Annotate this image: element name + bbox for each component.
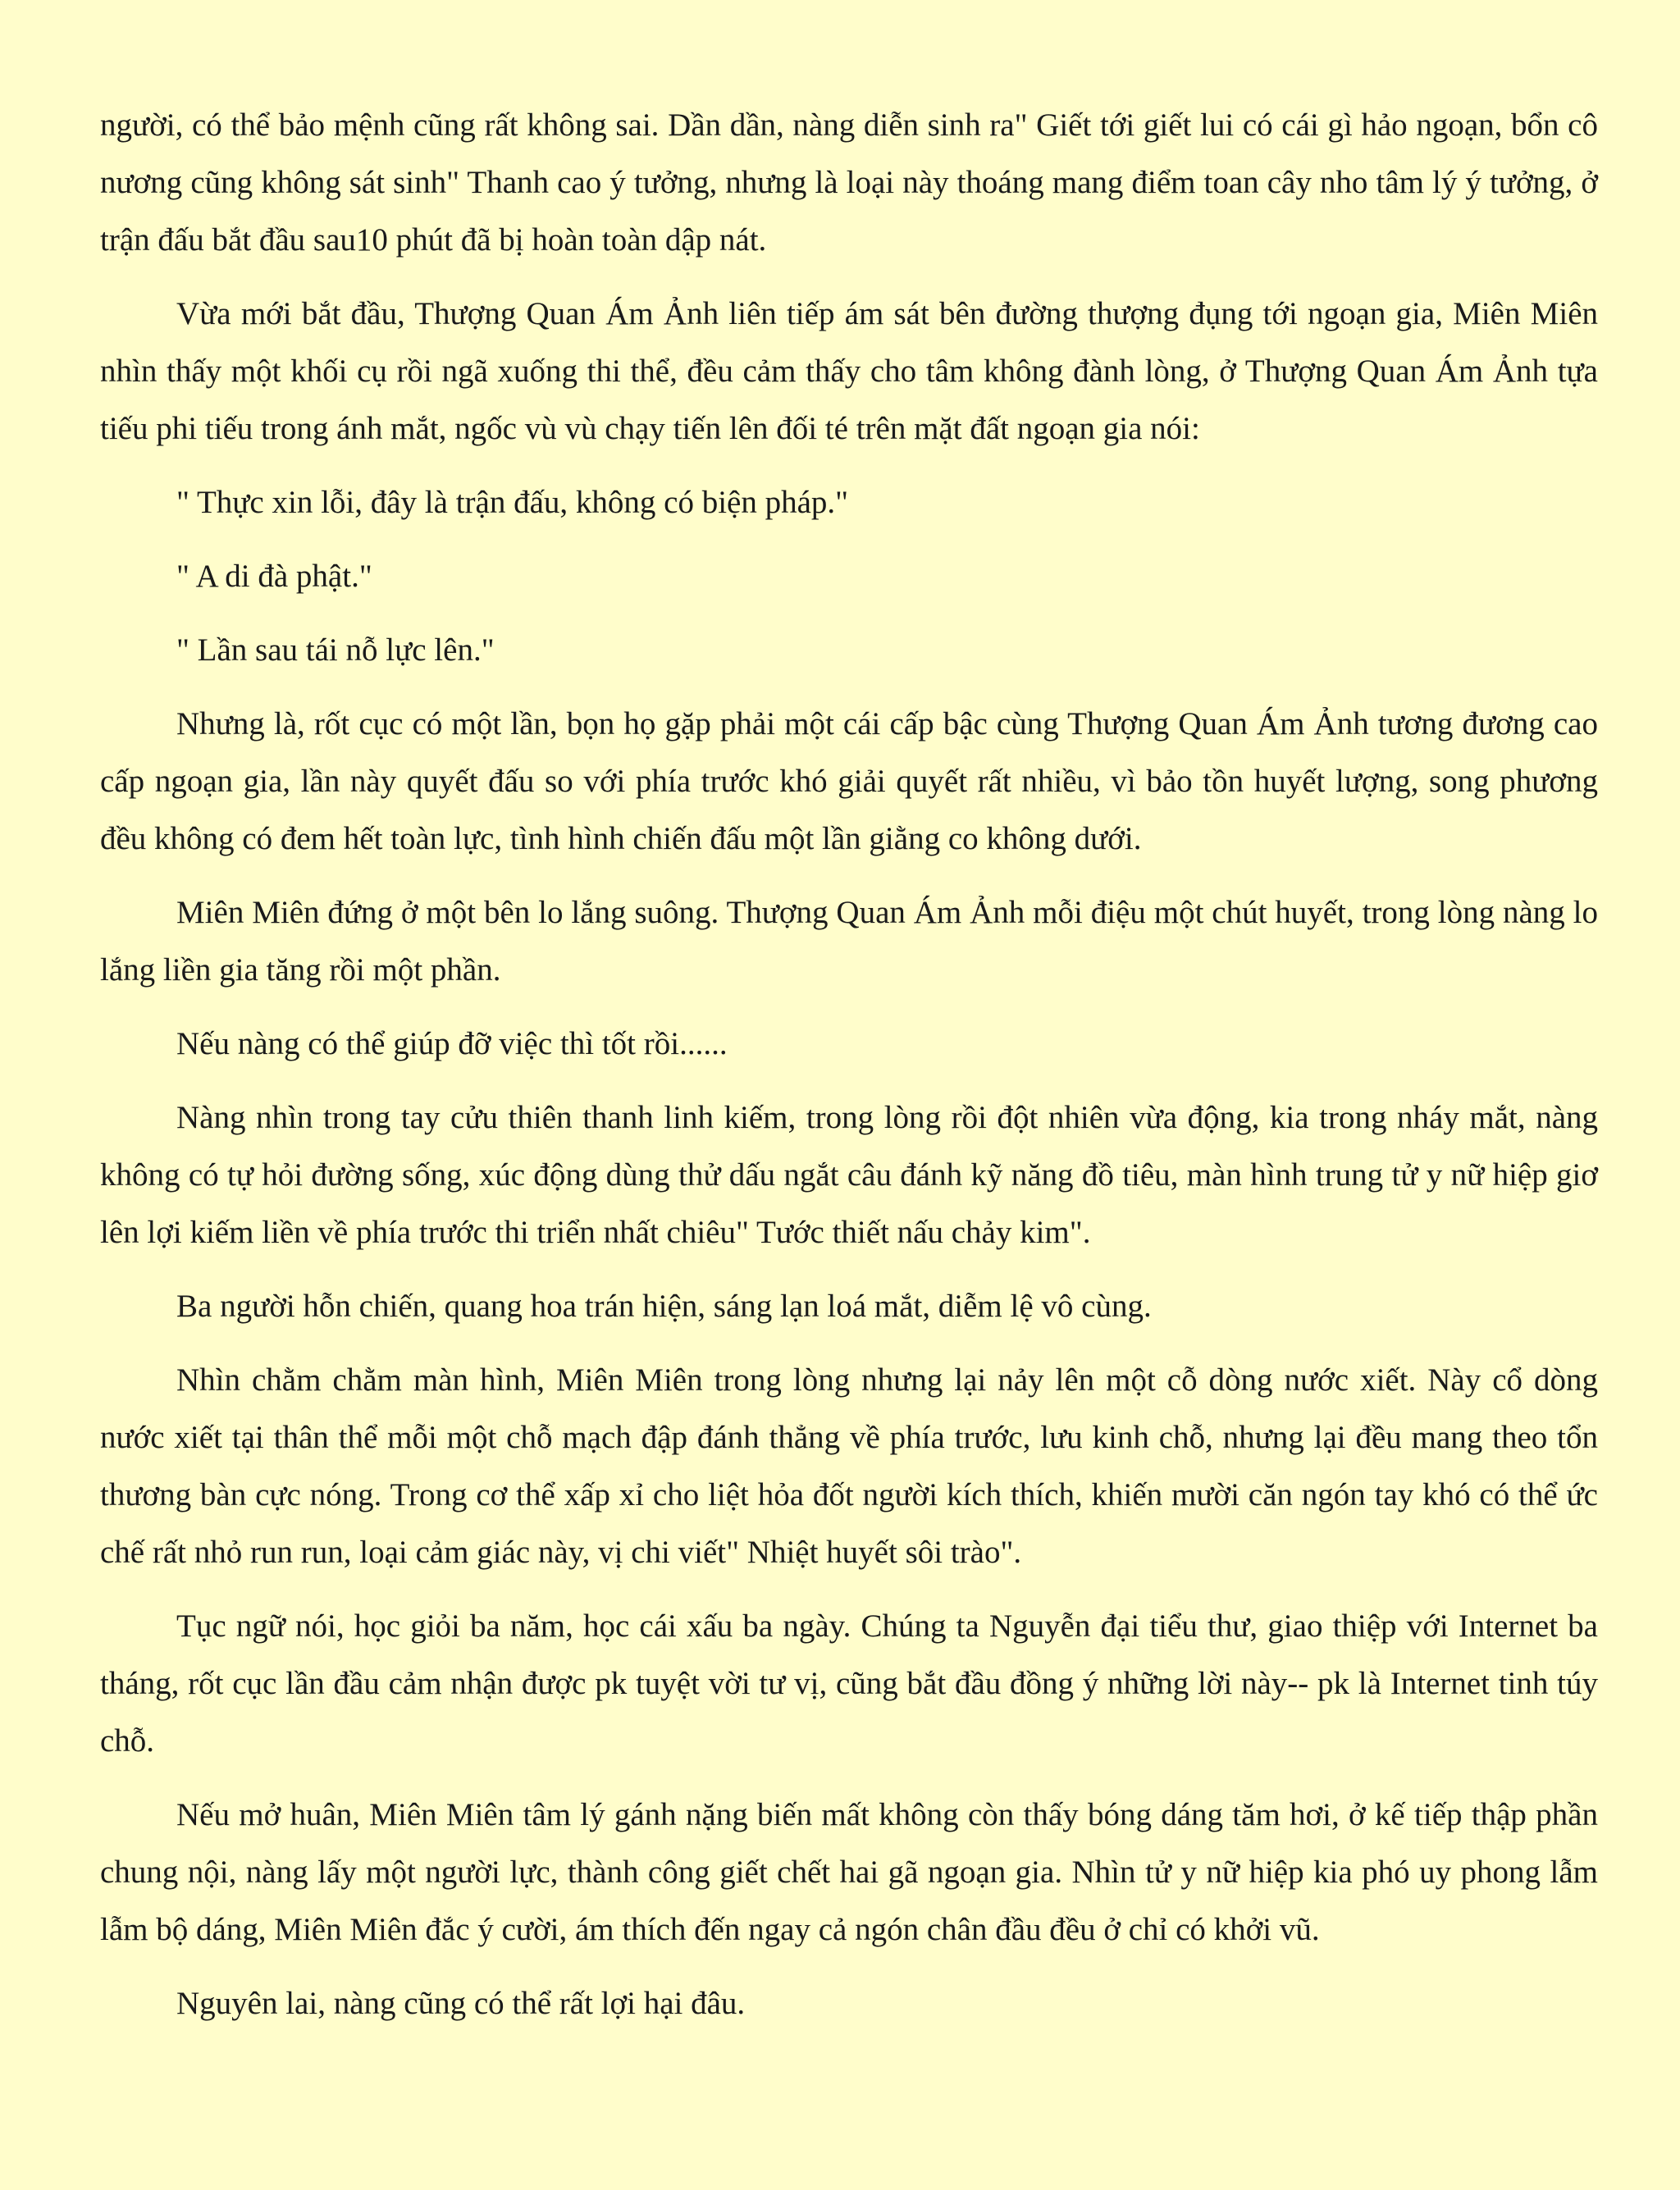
paragraph: Ba người hỗn chiến, quang hoa trán hiện, sáng lạn loá mắt, diễm lệ vô cùng. [176, 1289, 1152, 1324]
dialogue-line: " A di đà phật." [176, 559, 372, 594]
paragraph: Nếu mở huân, Miên Miên tâm lý gánh nặng biến mất không còn thấy bóng dáng tăm hơi, ở kế tiếp thập phần chung nội, nàng lấy một người lực, thành công giết chết hai gã ngoạn gia. Nhìn tử y nữ hiệp kia phó uy phong lẫm lẫm bộ dáng, Miên Miên đắc ý cười, ám thích đến ngay cả ngón chân đầu đều ở chỉ có khởi vũ. [100, 1797, 1598, 1947]
paragraph: Miên Miên đứng ở một bên lo lắng suông. Thượng Quan Ám Ảnh mỗi điệu một chút huyết, trong lòng nàng lo lắng liền gia tăng rồi một phần. [100, 895, 1598, 988]
dialogue-line: " Lần sau tái nỗ lực lên." [176, 632, 495, 668]
paragraph: Nhưng là, rốt cục có một lần, bọn họ gặp phải một cái cấp bậc cùng Thượng Quan Ám Ảnh tương đương cao cấp ngoạn gia, lần này quyết đấu so với phía trước khó giải quyết rất nhiều, vì bảo tồn huyết lượng, song phương đều không có đem hết toàn lực, tình hình chiến đấu một lần giằng co không dưới. [100, 706, 1598, 856]
paragraph: Nàng nhìn trong tay cửu thiên thanh linh kiếm, trong lòng rồi đột nhiên vừa động, kia trong nháy mắt, nàng không có tự hỏi đường sống, xúc động dùng thử dấu ngắt câu đánh kỹ năng đồ tiêu, màn hình trung tử y nữ hiệp giơ lên lợi kiếm liền về phía trước thi triển nhất chiêu" Tước thiết nấu chảy kim". [100, 1100, 1598, 1250]
paragraph: Vừa mới bắt đầu, Thượng Quan Ám Ảnh liên tiếp ám sát bên đường thượng đụng tới ngoạn gia, Miên Miên nhìn thấy một khối cụ rồi ngã xuống thi thể, đều cảm thấy cho tâm không đành lòng, ở Thượng Quan Ám Ảnh tựa tiếu phi tiếu trong ánh mắt, ngốc vù vù chạy tiến lên đối té trên mặt đất ngoạn gia nói: [100, 296, 1598, 446]
paragraph: Nhìn chằm chằm màn hình, Miên Miên trong lòng nhưng lại nảy lên một cỗ dòng nước xiết. Này cổ dòng nước xiết tại thân thể mỗi một chỗ mạch đập đánh thẳng về phía trước, lưu kinh chỗ, nhưng lại đều mang theo tổn thương bàn cực nóng. Trong cơ thể xấp xỉ cho liệt hỏa đốt người kích thích, khiến mười căn ngón tay khó có thể ức chế rất nhỏ run run, loại cảm giác này, vị chi viết" Nhiệt huyết sôi trào". [100, 1362, 1598, 1570]
dialogue-line: " Thực xin lỗi, đây là trận đấu, không có biện pháp." [176, 485, 849, 520]
paragraph: Nếu nàng có thể giúp đỡ việc thì tốt rồi...... [176, 1026, 728, 1061]
document-page [100, 97, 1598, 2049]
paragraph: Tục ngữ nói, học giỏi ba năm, học cái xấu ba ngày. Chúng ta Nguyễn đại tiểu thư, giao thiệp với Internet ba tháng, rốt cục lần đầu cảm nhận được pk tuyệt vời tư vị, cũng bắt đầu đồng ý những lời này-- pk là Internet tinh túy chỗ. [100, 1608, 1598, 1759]
paragraph: Nguyên lai, nàng cũng có thể rất lợi hại đâu. [176, 1986, 746, 2021]
paragraph: người, có thể bảo mệnh cũng rất không sai. Dần dần, nàng diễn sinh ra" Giết tới giết lui có cái gì hảo ngoạn, bổn cô nương cũng không sát sinh" Thanh cao ý tưởng, nhưng là loại này thoáng mang điểm toan cây nho tâm lý ý tưởng, ở trận đấu bắt đầu sau10 phút đã bị hoàn toàn dập nát. [100, 107, 1598, 258]
